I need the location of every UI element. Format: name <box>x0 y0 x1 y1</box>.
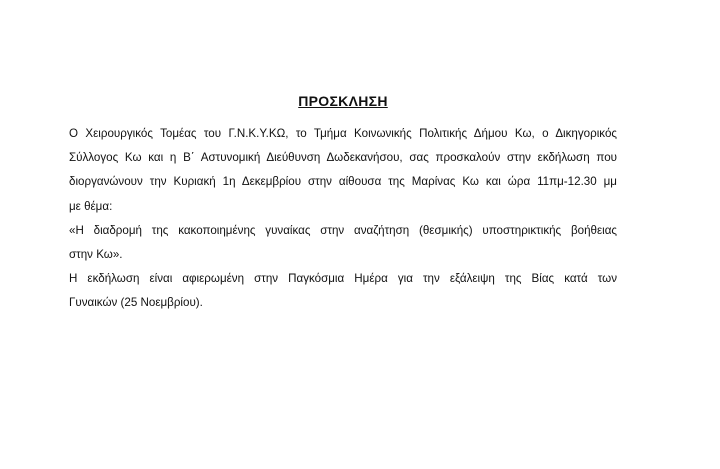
document-body <box>69 122 617 316</box>
invitation-line-1: Ο Χειρουργικός Τομέας του Γ.Ν.Κ.Υ.ΚΩ, το Τμήμα Κοινωνικής Πολιτικής Δήμου Κω, ο Δικηγορικός <box>69 127 617 140</box>
document-title: ΠΡΟΣΚΛΗΣΗ <box>298 93 388 109</box>
topic-line-2: στην Κω». <box>69 248 123 262</box>
dedication-line-2: Γυναικών (25 Νοεμβρίου). <box>69 296 203 310</box>
invitation-paragraph <box>69 122 617 219</box>
invitation-line-2: Σύλλογος Κω και η Β΄ Αστυνομική Διεύθυνση Δωδεκανήσου, σας προσκαλούν στην εκδήλωση που <box>69 151 617 165</box>
dedication-paragraph <box>69 267 617 315</box>
topic-paragraph <box>69 219 617 267</box>
invitation-line-4: με θέμα: <box>69 199 113 213</box>
invitation-line-3: διοργανώνουν την Κυριακή 1η Δεκεμβρίου στην αίθουσα της Μαρίνας Κω και ώρα 11πμ-12.30 μμ <box>69 175 617 189</box>
topic-line-1: «Η διαδρομή της κακοποιημένης γυναίκας στην αναζήτηση (θεσμικής) υποστηρικτικής βοήθειας <box>69 223 617 237</box>
dedication-line-1: Η εκδήλωση είναι αφιερωμένη στην Παγκόσμια Ημέρα για την εξάλειψη της Βίας κατά των <box>69 272 617 286</box>
